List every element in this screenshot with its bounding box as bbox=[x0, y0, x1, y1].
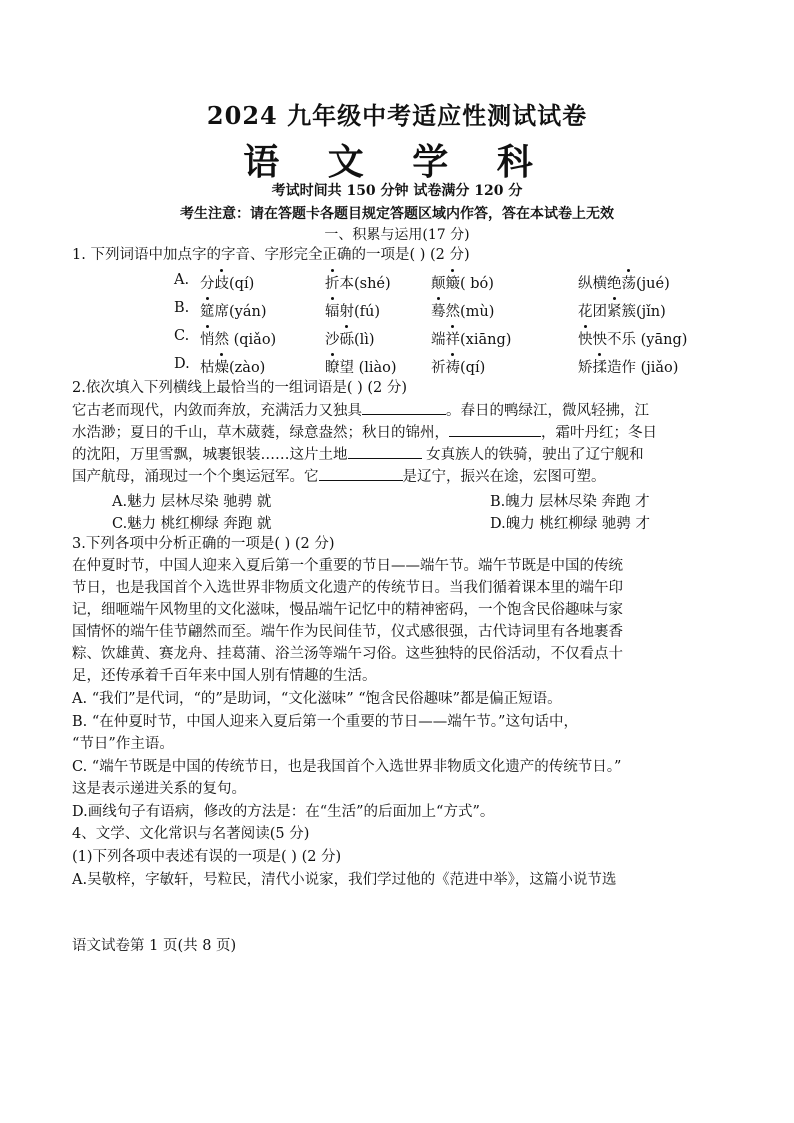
q2-passage-line: 的沈阳，万里雪飘，城裹银装……这片土地 女真族人的铁骑，驶出了辽宁舰和 bbox=[72, 444, 722, 466]
exam-info: 考试时间共 150 分钟 试卷满分 120 分 bbox=[271, 183, 523, 199]
q1-option-a bbox=[0, 272, 794, 296]
exam-title: 2024 九年级中考适应性测试试卷 bbox=[206, 101, 588, 130]
page-footer: 语文试卷第 1 页(共 8 页) bbox=[72, 938, 237, 954]
q4-heading: 4、文学、文化常识与名著阅读(5 分) bbox=[72, 826, 310, 842]
q2-option-c: C.魅力 桃红柳绿 奔跑 就 bbox=[112, 516, 272, 532]
q2-passage-line: 它古老而现代，内敛而奔放，充满活力又独具 。春日的鸭绿江，微风轻拂，江 bbox=[72, 400, 722, 422]
option-label: D. bbox=[174, 356, 190, 372]
option-word: 颠簸( bó) bbox=[431, 272, 494, 293]
option-word: 枯燥(zào) bbox=[200, 356, 265, 377]
option-word: 分歧(qí) bbox=[200, 272, 254, 293]
option-word: 端祥(xiāng) bbox=[431, 328, 511, 349]
q3-stem: 3.下列各项中分析正确的一项是( ) (2 分) bbox=[72, 536, 335, 552]
q3-option-c-cont: 这是表示递进关系的复句。 bbox=[72, 781, 246, 797]
fill-blank bbox=[348, 444, 422, 459]
option-word: 瞭望 (liào) bbox=[325, 356, 397, 377]
q3-passage-line: 粽、饮雄黄、赛龙舟、挂葛蒲、浴兰汤等端午习俗。这些独特的民俗活动，不仅看点十 bbox=[72, 646, 623, 662]
q2-passage-line: 国产航母，涌现过一个个奥运冠军。它 是辽宁，振兴在途，宏图可塑。 bbox=[72, 466, 722, 488]
option-label: B. bbox=[174, 300, 190, 316]
q2-option-a: A.魅力 层林尽染 驰骋 就 bbox=[112, 494, 272, 510]
q3-passage-line: 节日，也是我国首个入选世界非物质文化遗产的传统节日。当我们循着课本里的端午印 bbox=[72, 580, 623, 596]
q3-passage-line: 足，还传承着千百年来中国人别有情趣的生活。 bbox=[72, 668, 377, 684]
q3-passage-line: 记，细咂端午风物里的文化滋味，慢品端午记忆中的精神密码，一个饱含民俗趣味与家 bbox=[72, 602, 623, 618]
q2-option-d: D.魄力 桃红柳绿 驰骋 才 bbox=[490, 516, 651, 532]
option-word: 筵席(yán) bbox=[200, 300, 267, 321]
q1-option-c bbox=[0, 328, 794, 352]
q2-passage-line: 水浩渺；夏日的千山，草木葳蕤，绿意盎然；秋日的锦州， ，霜叶丹红；冬日 bbox=[72, 422, 722, 444]
option-word: 蓦然(mù) bbox=[431, 300, 494, 321]
option-word: 花团紧簇(jǐn) bbox=[578, 300, 666, 321]
exam-notice: 考生注意：请在答题卡各题目规定答题区域内作答，答在本试卷上无效 bbox=[180, 206, 614, 222]
option-label: A. bbox=[174, 272, 190, 288]
q3-passage-line: 国情怀的端午佳节翩然而至。端午作为民间佳节，仪式感很强，古代诗词里有各地裹香 bbox=[72, 624, 623, 640]
section-heading: 一、积累与运用(17 分) bbox=[324, 227, 470, 243]
q3-passage-line: 在仲夏时节，中国人迎来入夏后第一个重要的节日——端午节。端午节既是中国的传统 bbox=[72, 558, 623, 574]
option-word: 祈祷(qí) bbox=[431, 356, 485, 377]
q3-option-d: D.画线句子有语病，修改的方法是：在“生活”的后面加上“方式”。 bbox=[72, 804, 495, 820]
q1-stem: 1. 下列词语中加点字的字音、字形完全正确的一项是( ) (2 分) bbox=[72, 247, 470, 263]
option-label: C. bbox=[174, 328, 190, 344]
q2-option-b: B.魄力 层林尽染 奔跑 才 bbox=[490, 494, 650, 510]
q3-option-b: B. “在仲夏时节，中国人迎来入夏后第一个重要的节日——端午节。”这句话中， bbox=[72, 714, 578, 730]
q3-option-c: C. “端午节既是中国的传统节日，也是我国首个入选世界非物质文化遗产的传统节日。” bbox=[72, 759, 622, 775]
option-word: 怏怏不乐 (yāng) bbox=[578, 328, 687, 349]
fill-blank bbox=[362, 400, 446, 415]
option-word: 折本(shé) bbox=[325, 272, 391, 293]
subject-title: 语 文 学 科 bbox=[243, 141, 551, 183]
fill-blank bbox=[319, 466, 403, 481]
option-word: 纵横绝荡(jué) bbox=[578, 272, 670, 293]
q2-stem: 2.依次填入下列横线上最恰当的一组词语是( ) (2 分) bbox=[72, 380, 408, 396]
option-word: 矫揉造作 (jiǎo) bbox=[578, 356, 678, 377]
q3-option-a: A. “我们”是代词，“的”是助词，“文化滋味” “饱含民俗趣味”都是偏正短语。 bbox=[72, 691, 562, 707]
q4-sub-stem: (1)下列各项中表述有误的一项是( ) (2 分) bbox=[72, 849, 342, 865]
q3-option-b-cont: “节日”作主语。 bbox=[72, 736, 174, 752]
option-word: 辐射(fú) bbox=[325, 300, 380, 321]
option-word: 沙砾(lì) bbox=[325, 328, 375, 349]
q4-option-a: A.吴敬梓，字敏轩，号粒民，清代小说家，我们学过他的《范进中举》，这篇小说节选 bbox=[72, 872, 617, 888]
fill-blank bbox=[449, 422, 541, 437]
q1-option-b bbox=[0, 300, 794, 324]
option-word: 悄然 (qiǎo) bbox=[200, 328, 276, 349]
